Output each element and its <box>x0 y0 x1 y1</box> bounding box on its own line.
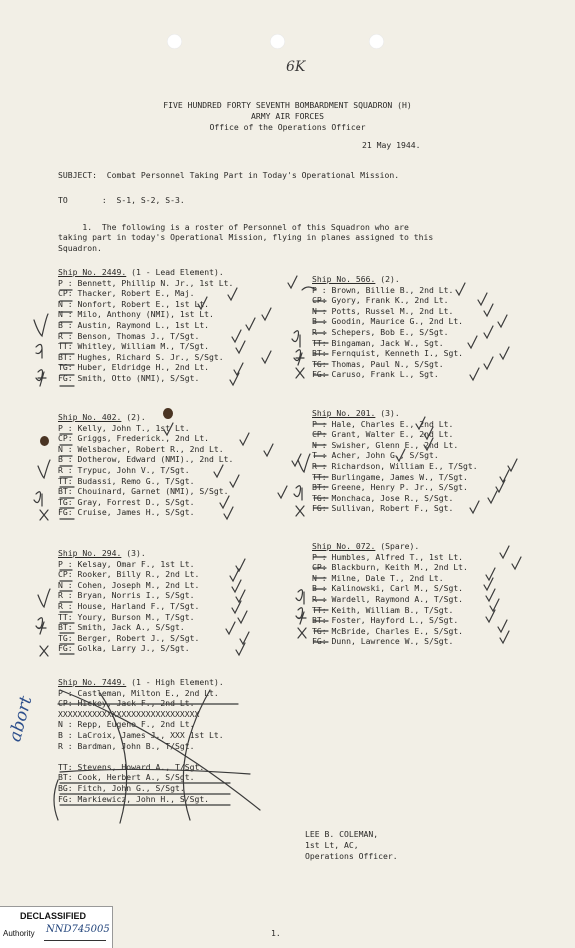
crew-row: B : Dotherow, Edward (NMI)., 2nd Lt. <box>58 454 234 465</box>
crew-row: N : Swisher, Glenn E., 2nd Lt. <box>312 439 459 450</box>
crew-row: R : Richardson, William E., T/Sgt. <box>312 460 478 471</box>
document-date: 21 May 1944. <box>362 140 421 150</box>
to-line: TO : S-1, S-2, S-3. <box>58 195 185 205</box>
crew-row: N : Cohen, Joseph M., 2nd Lt. <box>58 579 200 590</box>
crew-row: TT: Keith, William B., T/Sgt. <box>312 604 454 615</box>
crew-row: TG: Gray, Forrest D., S/Sgt. <box>58 496 195 507</box>
page-number: 1. <box>271 928 281 938</box>
crew-row: FG: Sullivan, Robert F., Sgt. <box>312 503 454 514</box>
crew-row-struck: XXXXXXXXXXXXXXXXXXXXXXXXXXXXX <box>58 708 200 719</box>
signature-title: Operations Officer. <box>305 851 398 861</box>
ship-block-566 <box>312 274 463 380</box>
ship-block-402 <box>58 412 233 518</box>
crew-row-blank <box>58 751 224 762</box>
crew-row: P : Hale, Charles E., 2nd Lt. <box>312 418 454 429</box>
crew-row: TG: McBride, Charles E., S/Sgt. <box>312 625 464 636</box>
crew-row: BT: Hughes, Richard S. Jr., S/Sgt. <box>58 351 224 362</box>
crew-row: CP: Rooker, Billy R., 2nd Lt. <box>58 569 200 580</box>
crew-row: N : Repp, Eugene F., 2nd Lt. <box>58 719 195 730</box>
ship-title: Ship No. 072. <box>312 541 376 551</box>
crew-row: N : Nonfort, Robert E., 1st Lt. <box>58 298 210 309</box>
ship-title: Ship No. 566. <box>312 274 376 284</box>
paragraph-line-1: 1. The following is a roster of Personnel of this Squadron who are <box>58 222 409 232</box>
crew-row: FG: Caruso, Frank L., Sgt. <box>312 369 439 380</box>
crew-row: BT: Smith, Jack A., S/Sgt. <box>58 622 185 633</box>
letterhead <box>0 100 575 133</box>
crew-row: TT: Burlingame, James W., T/Sgt. <box>312 471 468 482</box>
crew-row: TT: Budassi, Remo G., T/Sgt. <box>58 475 195 486</box>
margin-note-abort: abort <box>5 694 37 744</box>
declassified-stamp <box>0 906 113 948</box>
crew-row: BT: Foster, Hayford L., S/Sgt. <box>312 615 459 626</box>
authority-label: Authority <box>3 929 35 938</box>
crew-row: FG: Cruise, James H., S/Sgt. <box>58 507 195 518</box>
subject-line: SUBJECT: Combat Personnel Taking Part in Today's Operational Mission. <box>58 170 400 180</box>
crew-row: TT: Bingaman, Jack W., Sgt. <box>312 337 444 348</box>
crew-row: BT: Fernquist, Kenneth I., Sgt. <box>312 348 464 359</box>
crew-row: FG: Markiewicz, John H., S/Sgt. <box>58 793 210 804</box>
ship-suffix: (Spare). <box>375 541 420 551</box>
ship-block-072 <box>312 541 468 647</box>
crew-row: R : Wardell, Raymond A., T/Sgt. <box>312 593 464 604</box>
crew-row: FG: Golka, Larry J., S/Sgt. <box>58 643 190 654</box>
crew-row: N : Milo, Anthony (NMI), 1st Lt. <box>58 309 214 320</box>
crew-row: CP: Hickey, Jack F., 2nd Lt. <box>58 698 195 709</box>
crew-row: FG: Dunn, Lawrence W., S/Sgt. <box>312 636 454 647</box>
crew-row: BT: Chouinard, Garnet (NMI), S/Sgt. <box>58 486 229 497</box>
crew-row: R : Trypuc, John V., T/Sgt. <box>58 464 190 475</box>
paragraph-line-2: taking part in today's Operational Mission, flying in planes assigned to this <box>58 232 434 242</box>
crew-row: CP: Blackburn, Keith M., 2nd Lt. <box>312 562 468 573</box>
ship-suffix: (2). <box>375 274 400 284</box>
ship-title: Ship No. 7449. <box>58 677 127 687</box>
ship-title: Ship No. 2449. <box>58 267 127 277</box>
crew-row: TT: Youry, Burson M., T/Sgt. <box>58 611 195 622</box>
crew-row: P : Kelly, John T., 1st Lt. <box>58 422 190 433</box>
crew-row: R : Schepers, Bob E., S/Sgt. <box>312 326 449 337</box>
crew-row: TG: Thomas, Paul N., S/Sgt. <box>312 358 444 369</box>
ship-block-2449 <box>58 267 233 384</box>
crew-row: R : Bardman, John B., T/Sgt. <box>58 740 195 751</box>
crew-row: B : Kalinowski, Carl M., S/Sgt. <box>312 583 464 594</box>
crew-row: TT: Whitley, William M., T/Sgt. <box>58 341 210 352</box>
crew-row: FG: Smith, Otto (NMI), S/Sgt. <box>58 372 200 383</box>
ship-title: Ship No. 294. <box>58 548 122 558</box>
crew-row: N : Welsbacher, Robert R., 2nd Lt. <box>58 443 224 454</box>
ship-block-294 <box>58 548 199 654</box>
ship-suffix: (3). <box>121 548 146 558</box>
crew-row: BG: Fitch, John G., S/Sgt. <box>58 782 185 793</box>
header-line-1: FIVE HUNDRED FORTY SEVENTH BOMBARDMENT SQUADRON (H) <box>163 100 412 110</box>
crew-row: TT: Stevens, Howard A., T/Sgt. <box>58 761 205 772</box>
ship-suffix: (1 - Lead Element). <box>126 267 224 277</box>
crew-row: P : Castleman, Milton E., 2nd Lt. <box>58 687 219 698</box>
ship-title: Ship No. 201. <box>312 408 376 418</box>
crew-row: P : Humbles, Alfred T., 1st Lt. <box>312 551 464 562</box>
authority-value: NND745005 <box>46 924 110 935</box>
ship-block-7449 <box>58 677 224 804</box>
punch-hole-right <box>369 34 384 49</box>
crew-row: B : LaCroix, James J., XXX 1st Lt. <box>58 729 224 740</box>
crew-row: CP: Gyory, Frank K., 2nd Lt. <box>312 295 449 306</box>
paragraph-line-3: Squadron. <box>58 243 102 253</box>
ship-title: Ship No. 402. <box>58 412 122 422</box>
crew-row: TG: Monchaca, Jose R., S/Sgt. <box>312 492 454 503</box>
handwritten-mark: 6K <box>286 59 306 75</box>
crew-row: P : Kelsay, Omar F., 1st Lt. <box>58 558 195 569</box>
ship-suffix: (3). <box>375 408 400 418</box>
crew-row: BT: Cook, Herbert A., S/Sgt. <box>58 772 195 783</box>
crew-row: CP: Griggs, Frederick., 2nd Lt. <box>58 433 210 444</box>
crew-row: TG: Huber, Eldridge H., 2nd Lt. <box>58 362 210 373</box>
punch-hole-left <box>167 34 182 49</box>
crew-row: P : Brown, Billie B., 2nd Lt. <box>312 284 454 295</box>
ink-blot <box>163 408 173 419</box>
authority-underline <box>44 940 106 941</box>
signature-name: LEE B. COLEMAN, <box>305 829 379 839</box>
crew-row: BT: Greene, Henry P. Jr., S/Sgt. <box>312 482 468 493</box>
crew-row: P : Bennett, Phillip N. Jr., 1st Lt. <box>58 277 234 288</box>
crew-row: B : Goodin, Maurice G., 2nd Lt. <box>312 316 464 327</box>
crew-row: R : House, Harland F., T/Sgt. <box>58 600 200 611</box>
punch-hole-middle <box>270 34 285 49</box>
crew-row: CP: Grant, Walter E., 2nd Lt. <box>312 429 454 440</box>
crew-row: T : Acher, John G., S/Sgt. <box>312 450 439 461</box>
header-line-3: Office of the Operations Officer <box>209 122 366 132</box>
header-line-2: ARMY AIR FORCES <box>250 111 325 121</box>
crew-row: N : Milne, Dale T., 2nd Lt. <box>312 572 444 583</box>
crew-row: TG: Berger, Robert J., S/Sgt. <box>58 632 200 643</box>
ship-block-201 <box>312 408 478 514</box>
crew-row: N : Potts, Russel M., 2nd Lt. <box>312 305 454 316</box>
crew-row: R : Benson, Thomas J., T/Sgt. <box>58 330 200 341</box>
crew-row: B : Austin, Raymond L., 1st Lt. <box>58 319 210 330</box>
ink-blot <box>40 436 49 446</box>
crew-row: R : Bryan, Norris I., S/Sgt. <box>58 590 195 601</box>
signature-rank: 1st Lt, AC, <box>305 840 359 850</box>
ship-suffix: (2). <box>121 412 146 422</box>
crew-row: CP: Thacker, Robert E., Maj. <box>58 288 195 299</box>
declassified-title: DECLASSIFIED <box>20 911 87 921</box>
ship-suffix: (1 - High Element). <box>126 677 224 687</box>
